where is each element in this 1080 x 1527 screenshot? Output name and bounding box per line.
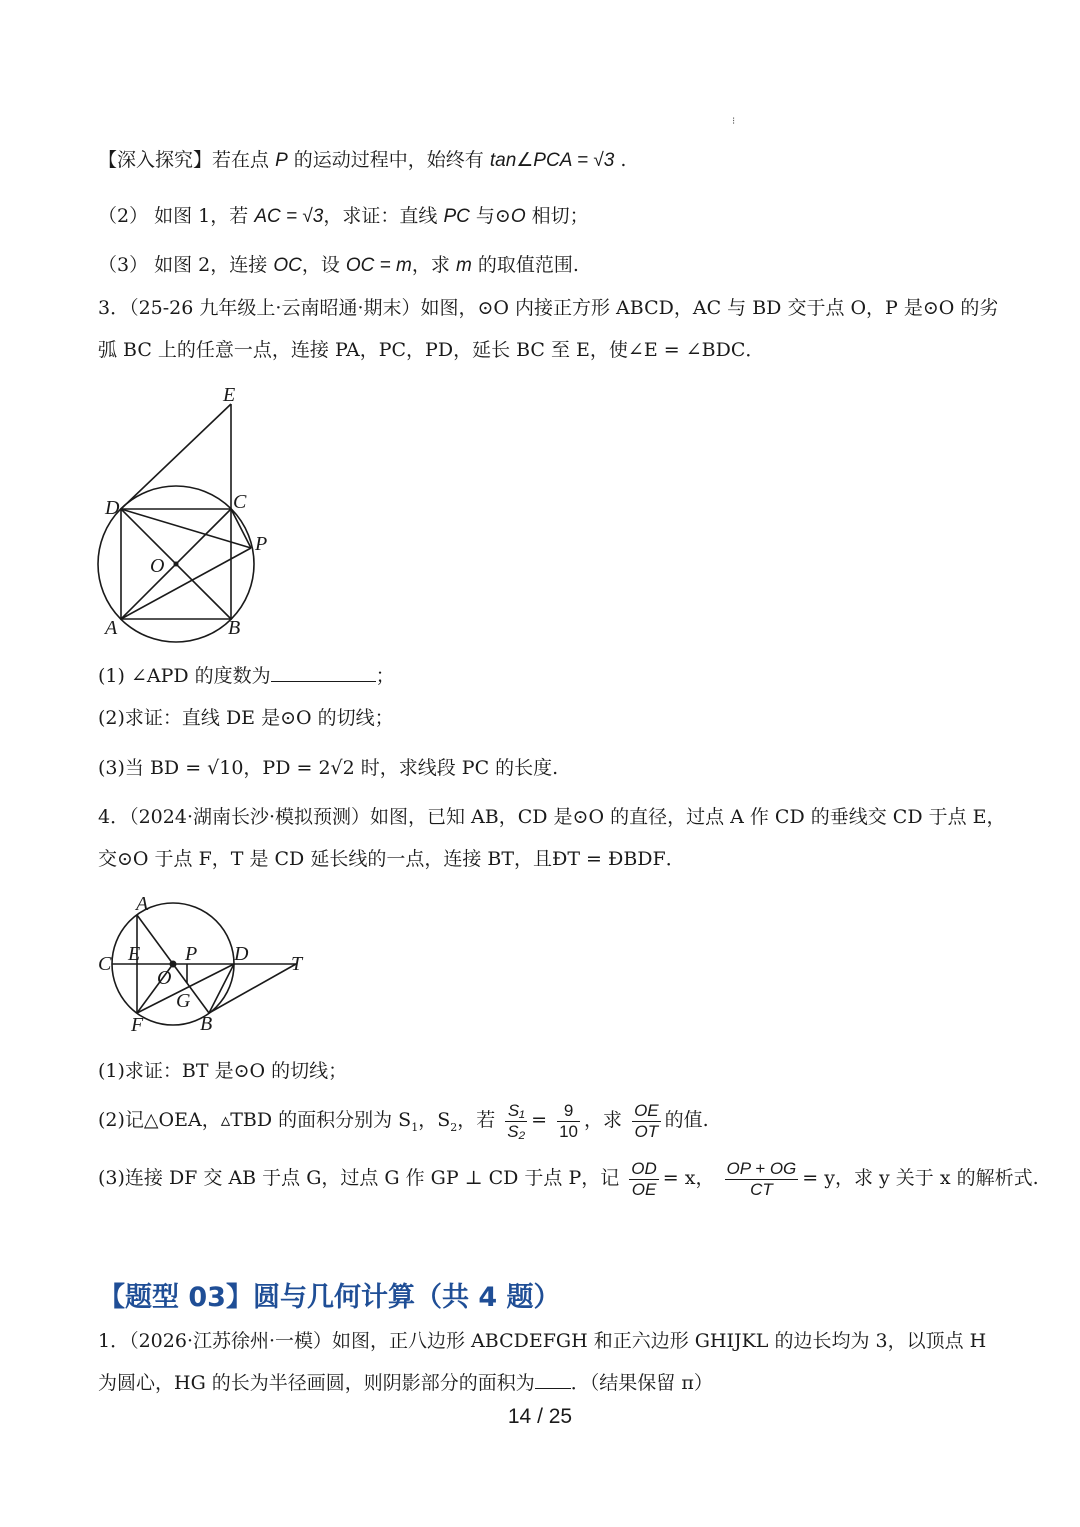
- text-segment: ，求: [411, 254, 450, 276]
- p4-line2: 交⊙O 于点 F，T 是 CD 延长线的一点，连接 BT，且ÐT = ÐBDF．: [98, 848, 685, 870]
- p3-label-e: E: [223, 384, 236, 406]
- p3-sub1: [98, 662, 395, 690]
- p4-sub3: [98, 1152, 1039, 1204]
- p4-label-f: F: [131, 1014, 144, 1036]
- p3-label-c: C: [233, 491, 247, 513]
- p3-line1: 3．（25-26 九年级上·云南昭通·期末）如图，⊙O 内接正方形 ABCD，AC 与 BD 交于点 O，P 是⊙O 的劣: [98, 297, 999, 319]
- fraction-numerator: 9: [557, 1101, 580, 1122]
- formula: m: [455, 255, 472, 276]
- fraction-numerator: OE: [634, 1100, 659, 1120]
- intro-prefix: 【深入探究】若在点: [98, 149, 270, 171]
- text-segment: (3)连接 DF 交 AB 于点 G，过点 G 作 GP ⊥ CD 于点 P，记: [98, 1167, 620, 1189]
- p3-label-a: A: [105, 617, 118, 639]
- p3-label-p: P: [255, 533, 268, 555]
- p3-segment-de: [121, 404, 231, 509]
- part-number: （3）: [98, 254, 149, 276]
- text-segment: 如图 1，若: [154, 205, 249, 227]
- text-segment: 的值.: [664, 1109, 709, 1131]
- p3-label-o: O: [150, 555, 165, 577]
- subscript: 2: [450, 1120, 458, 1134]
- fraction-op-og-ct: [725, 1159, 799, 1200]
- p4-label-o: O: [157, 967, 172, 989]
- intro-var-p: P: [275, 150, 288, 171]
- p4-label-g: G: [176, 990, 191, 1012]
- answer-blank: [535, 1388, 571, 1389]
- p4-label-t: T: [291, 953, 303, 975]
- q2-part3: [98, 251, 579, 280]
- fraction-numerator: OP + OG: [726, 1158, 797, 1178]
- p3-label-b: B: [228, 617, 241, 639]
- p4-sub1: (1)求证：BT 是⊙O 的切线；: [98, 1060, 348, 1082]
- text-segment: = x，: [662, 1167, 715, 1189]
- text-segment: 为圆心，HG 的长为半径画圆，则阴影部分的面积为: [98, 1372, 535, 1394]
- text-segment: (2)记△OEA，▵TBD 的面积分别为 S: [98, 1109, 412, 1131]
- text-segment: ，设: [301, 254, 340, 276]
- fraction-denominator: OE: [631, 1179, 657, 1199]
- fraction-denominator: S₂: [507, 1121, 526, 1141]
- fraction-oe-ot: [632, 1101, 661, 1142]
- text-segment: 的取值范围.: [477, 254, 579, 276]
- intro-end: .: [620, 149, 627, 171]
- p3-center-dot: [174, 562, 179, 567]
- p3-label-d: D: [105, 497, 120, 519]
- fraction-denominator: OT: [634, 1121, 659, 1141]
- p3-sub2: (2)求证：直线 DE 是⊙O 的切线；: [98, 707, 394, 729]
- text-segment: ，求证：直线: [323, 205, 438, 227]
- p4-label-b: B: [200, 1013, 213, 1035]
- top-mark: ⁝: [732, 116, 736, 127]
- fraction-9-10: [557, 1101, 580, 1142]
- section-heading: 【题型 03】圆与几何计算（共 4 题）: [98, 1282, 561, 1313]
- p4-figure: [90, 888, 320, 1038]
- q2-part2: [98, 202, 589, 231]
- text-segment: =: [531, 1109, 548, 1131]
- section-q1-line1: 1．（2026·江苏徐州·一模）如图，正八边形 ABCDEFGH 和正六边形 GHIJKL 的边长均为 3，以顶点 H: [98, 1330, 987, 1352]
- p4-label-e: E: [128, 943, 141, 965]
- formula: AC = √3: [254, 206, 324, 227]
- formula: O: [510, 206, 526, 227]
- p3-figure: [90, 378, 290, 643]
- p4-label-d: D: [234, 943, 249, 965]
- answer-blank: [271, 681, 376, 682]
- fraction-denominator: CT: [750, 1179, 773, 1199]
- p4-line1: 4．（2024·湖南长沙·模拟预测）如图，已知 AB，CD 是⊙O 的直径，过点 A 作 CD 的垂线交 CD 于点 E，: [98, 806, 1006, 828]
- formula: OC: [273, 255, 302, 276]
- p4-label-a: A: [136, 893, 149, 915]
- formula: OC = m: [345, 255, 412, 276]
- intro-mid: 的运动过程中，始终有: [293, 149, 484, 171]
- p4-label-c: C: [98, 953, 112, 975]
- text-segment: 与⊙: [475, 205, 511, 227]
- formula: PC: [443, 206, 470, 227]
- intro-line: [98, 146, 626, 175]
- text-segment: ，S: [418, 1109, 451, 1131]
- intro-formula: tan∠PCA = √3: [489, 150, 615, 171]
- text-segment: (1) ∠APD 的度数为: [98, 665, 271, 687]
- fraction-numerator: S₁: [505, 1101, 527, 1122]
- p4-sub2: [98, 1094, 709, 1146]
- part-number: （2）: [98, 205, 149, 227]
- text-segment: ，若: [457, 1109, 496, 1131]
- p3-line2: 弧 BC 上的任意一点，连接 PA，PC，PD，延长 BC 至 E，使∠E = ∠BDC．: [98, 339, 765, 361]
- text-segment: = y，求 y 关于 x 的解析式.: [802, 1167, 1039, 1189]
- fraction-numerator: OD: [631, 1158, 657, 1178]
- p4-label-p: P: [185, 943, 198, 965]
- text-segment: ．（结果保留 π）: [570, 1372, 713, 1394]
- text-segment: ；: [375, 665, 395, 687]
- subscript: 1: [411, 1120, 419, 1134]
- section-q1-line2: [98, 1369, 713, 1397]
- fraction-denominator: 10: [559, 1121, 579, 1141]
- fraction-od-oe: [629, 1159, 659, 1200]
- text-segment: ，求: [584, 1109, 623, 1131]
- fraction-s1-s2: [505, 1101, 527, 1142]
- text-segment: 相切；: [531, 205, 589, 227]
- page-number: 14 / 25: [507, 1405, 573, 1428]
- text-segment: 如图 2，连接: [154, 254, 268, 276]
- p3-sub3: (3)当 BD = √10，PD = 2√2 时，求线段 PC 的长度.: [98, 757, 559, 779]
